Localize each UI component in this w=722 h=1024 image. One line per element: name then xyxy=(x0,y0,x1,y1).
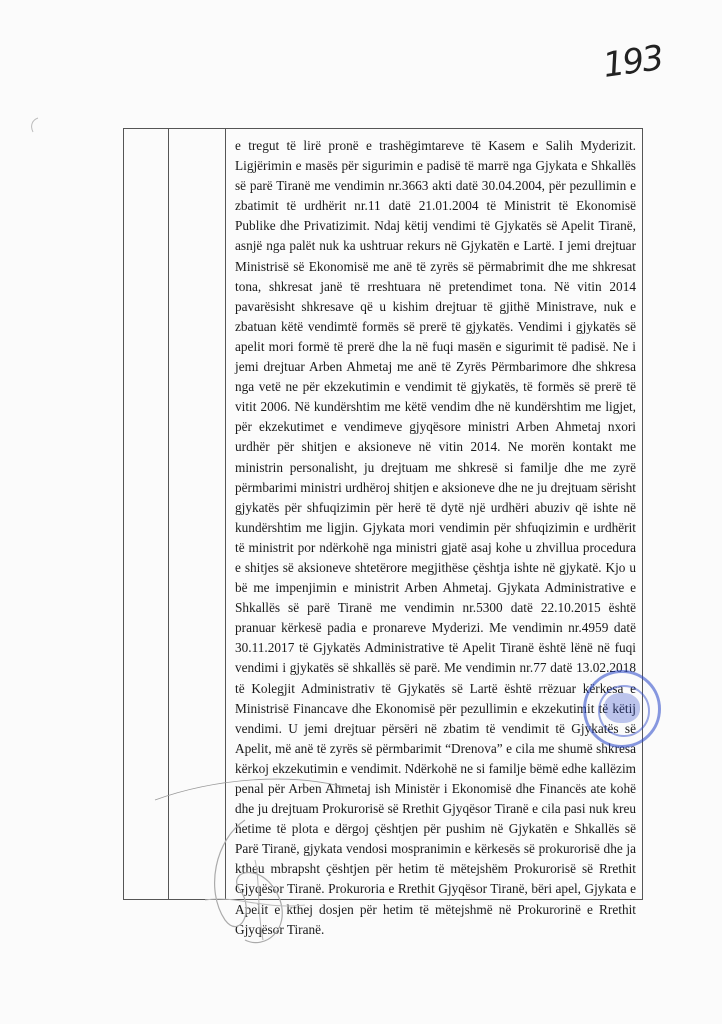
official-stamp xyxy=(583,670,661,748)
body-paragraph: e tregut të lirë pronë e trashëgimtareve të Kasem e Salih Myderizit. Ligjërimin e masës për sigurimin e padisë të marrë nga Gjykata e Shkallës së parë Tiranë me vendimin nr.3663 akti datë 30.04.2004, për pezullimin e zbatimit të urdhërit nr.11 datë 21.01.2004 të Ministrit të Ekonomisë Publike dhe Privatizimit. Ndaj këtij vendimi të Gjykatës së Apelit Tiranë, asnjë nga palët nuk ka ushtruar rekurs në Gjykatën e Lartë. I jemi drejtuar Ministrisë së Ekonomisë me anë të zyrës së përmabrimit dhe me shkresat tona, shkresat janë të rreshtuara në pretendimet tona. Në vitin 2014 pavarësisht shkresave që u kishim drejtuar të gjithë Ministrave, nuk e zbatuan këtë vendimtë formës së prerë të gjykatës. Vendimi i gjykatës së apelit mori formë të prerë dhe la në fuqi masën e sigurimit të padisë. Ne i jemi drejtuar Arben Ahmetaj me anë të Zyrës Përmbarimore dhe shkresa nga vetë ne për ekzekutimin e vendimit të gjykatës, të formës së prerë të vitit 2006. Në kundërshtim me këtë vendim dhe në kundërshtim me ligjet, për ekzekutimet e vendimeve gjyqësore ministri Arben Ahmetaj nxori urdhër për shitjen e aksioneve në vitin 2014. Ne morën kontakt me ministrin personalisht, ju drejtuam me shkresë si familje dhe me zyrë përmbarimi ministri urdhëroj shitjen e aksioneve dhe ne ju drejtuam sërisht gjykatës për shfuqizimin për herë të dytë një urdhëri abuziv që ishte në kundërshtim me ligjin. Gjykata mori vendimin për shfuqizimin e urdhërit të ministrit por ndërkohë nga ministri gjatë asaj kohe u zhvillua procedura e shitjes së aksioneve shtetërore megjithëse çështja ishte në gjykatë. Kjo u bë me impenjimin e ministrit Arben Ahmetaj. Gjykata Administrative e Shkallës së parë Tiranë me vendimin nr.5300 datë 22.10.2015 është pranuar kërkesë padia e pronareve Myderizi. Me vendimin nr.4959 datë 30.11.2017 të Gjykatës Administrative të Apelit Tiranë është lënë në fuqi vendimi i gjykatës së shkallës së parë. Me vendimin nr.77 datë 13.02.2018 të Kolegjit Administrativ të Gjykatës së Lartë është rrëzuar kërkesa e Ministrisë Financave dhe Ekonomisë për pezullimin e ekzekutimit të këtij vendimi. U jemi drejtuar përsëri në zbatim të vendimit të Gjykatës së Apelit, më anë të zyrës së përmbarimit “Drenova” e cila me shumë shkresa kërkoj ekzekutimin e vendimit. Ndërkohë ne si familje bëmë edhe kallëzim penal për Arben Ahmetaj ish Ministër i Ekonomisë dhe Financës ate kohë dhe ju drejtuam Prokurorisë së Rrethit Gjyqësor Tiranë e cila pasi nuk kreu hetime të plota e dërgoj çështjen për pushim në Gjykatën e Shkallës së Parë Tiranë, gjykata vendosi mospranimin e kërkesës së prokurorisë dhe ja ktheu mbrapsht çështjen për hetim të mëtejshëm Prokurorisë së Rrethit Gjyqësor Tiranë. Prokuroria e Rrethit Gjyqësor Tiranë, bëri apel, Gjykata e Apelit e kthej dosjen për hetim të mëtejshmë në Prokurorinë e Rrethit Gjyqësor Tiranë. xyxy=(235,138,636,937)
handwritten-page-number: 193 xyxy=(600,38,665,86)
stamp-core xyxy=(604,693,640,723)
margin-ink-mark xyxy=(28,116,42,134)
handwritten-signature xyxy=(185,800,315,960)
